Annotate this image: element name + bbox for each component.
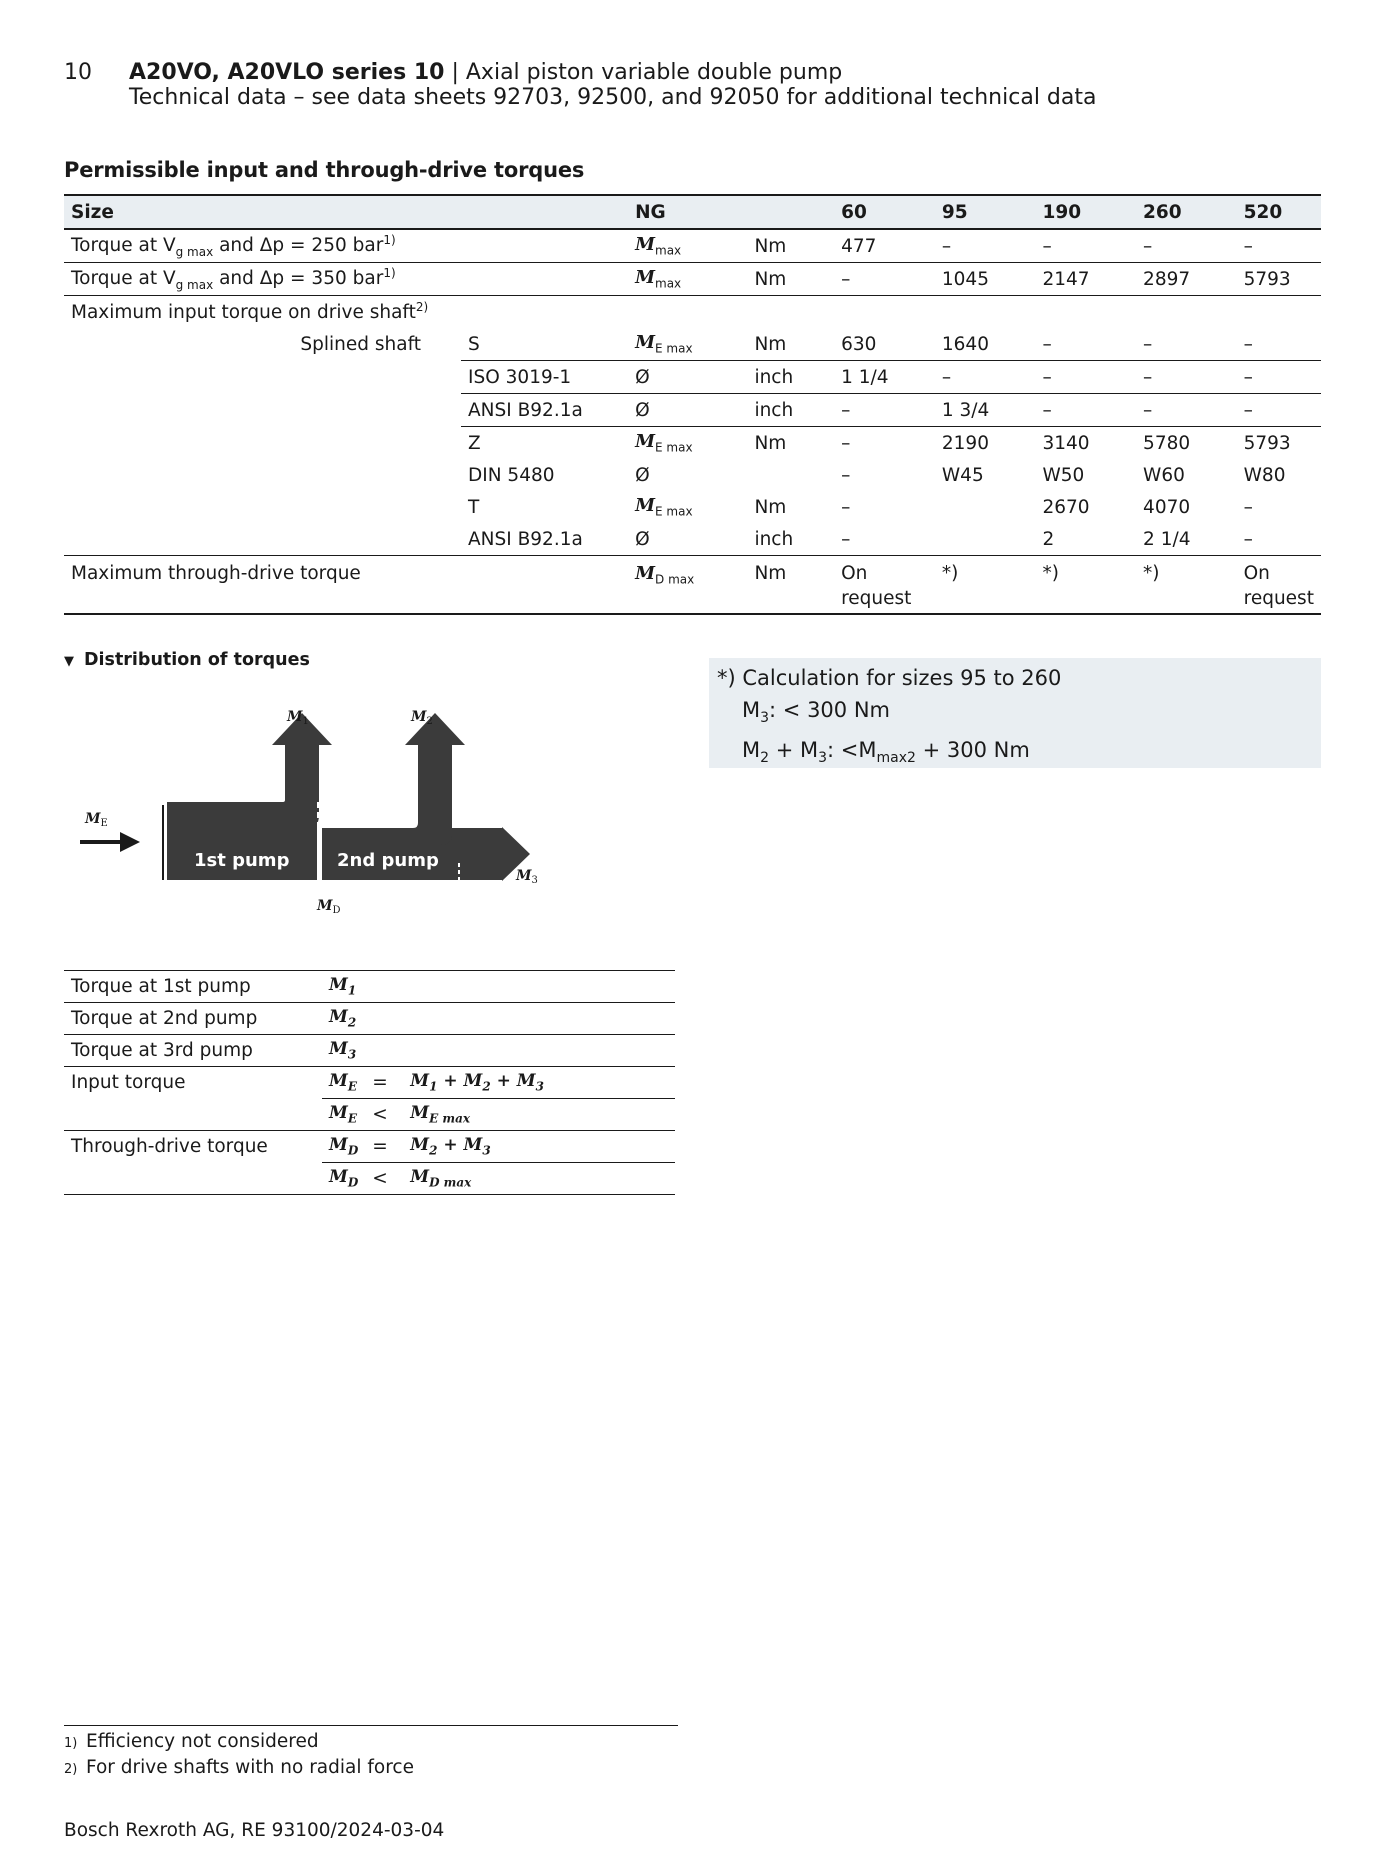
table-cell: – (1035, 328, 1136, 361)
max-input-label: Maximum input torque on drive shaft$^{2)}$ (71, 300, 429, 324)
table-cell: *) (1035, 556, 1136, 615)
formula-operator: < (365, 1163, 403, 1195)
triangle-down-icon: ▼ (64, 654, 74, 669)
table-cell: 5793 (1243, 432, 1291, 454)
table-cell: – (1243, 496, 1253, 518)
m2-label: $M_2$ (411, 709, 433, 727)
table-cell: 5793 (1237, 263, 1321, 296)
row-symbol: Ø (628, 523, 747, 556)
footnote-1: 1) Efficiency not considered (64, 1731, 319, 1752)
table-cell: 477 (834, 229, 935, 263)
me-label: $M_E$ (85, 811, 108, 829)
table-cell: – (834, 523, 935, 556)
splined-shaft-label: Splined shaft (300, 333, 422, 355)
table-header-row (64, 195, 1321, 229)
row-symbol: $M_{E max}$ (628, 328, 747, 361)
formula-row (64, 1163, 675, 1195)
formula-table (64, 970, 675, 1195)
table-cell: – (841, 432, 851, 454)
page-number: 10 (64, 60, 92, 85)
table-cell: – (1035, 394, 1136, 427)
formula-rhs: $M_{E max}$ (403, 1099, 675, 1131)
table-cell: – (834, 263, 935, 296)
table-cell: W60 (1143, 464, 1185, 486)
formula-row (64, 971, 675, 1003)
note-line-2: $M_3$: < 300 Nm (742, 698, 890, 727)
formula-row (64, 1035, 675, 1067)
table-cell: W50 (1042, 464, 1085, 486)
table-cell: 2670 (1042, 496, 1090, 518)
document-title (129, 60, 842, 86)
row-unit: Nm (754, 432, 787, 454)
table-cell: W45 (941, 464, 984, 486)
row-symbol: Ø (628, 361, 747, 394)
table-cell: 630 (834, 328, 935, 361)
footnote-2: 2) For drive shafts with no radial force (64, 1757, 414, 1778)
table-cell: – (1035, 361, 1136, 394)
distribution-toggle[interactable] (64, 650, 310, 670)
formula-row (64, 1099, 675, 1131)
table-cell: – (834, 394, 935, 427)
m3-label: $M_3$ (516, 868, 538, 886)
formula-label: Torque at 2nd pump (64, 1003, 322, 1035)
table-cell: – (1237, 229, 1321, 263)
formula-lhs: $M_D$ (322, 1163, 365, 1195)
formula-lhs: $M_1$ (322, 971, 365, 1003)
table-cell: On request (834, 556, 935, 615)
formula-operator: = (365, 1131, 403, 1163)
row-unit: Nm (747, 556, 834, 615)
row-code: Z (468, 432, 481, 454)
table-row (64, 361, 1321, 394)
row-symbol: $M_{max}$ (628, 263, 747, 296)
distribution-title: Distribution of torques (84, 650, 310, 670)
table-cell: 5780 (1143, 432, 1191, 454)
row-label: Torque at $V_{g max}$ and Δp = 250 bar$^{1)}$ (64, 229, 628, 263)
header-size-190: 190 (1035, 195, 1136, 229)
table-cell: – (841, 496, 851, 518)
table-cell: *) (1136, 556, 1237, 615)
table-cell: On request (1237, 556, 1321, 615)
formula-rhs: $M_{D max}$ (403, 1163, 675, 1195)
formula-lhs: $M_E$ (322, 1067, 365, 1099)
title-rest: | Axial piston variable double pump (444, 60, 843, 85)
table-cell: – (1136, 229, 1237, 263)
table-cell: W80 (1243, 464, 1286, 486)
formula-row (64, 1067, 675, 1099)
row-symbol: Ø (628, 394, 747, 427)
formula-label: Torque at 3rd pump (64, 1035, 322, 1067)
formula-lhs: $M_3$ (322, 1035, 365, 1067)
calculation-note (709, 658, 1321, 768)
pump2-flow (322, 713, 465, 845)
torque-table (64, 194, 1321, 615)
section-title: Permissible input and through-drive torques (64, 158, 585, 182)
row-code: DIN 5480 (468, 464, 555, 486)
table-cell: – (1237, 361, 1321, 394)
row-symbol: $M_{max}$ (628, 229, 747, 263)
row-code: T (468, 496, 480, 518)
torque-distribution-diagram (70, 695, 570, 920)
row-code: ANSI B92.1a (461, 394, 628, 427)
row-code: ISO 3019-1 (461, 361, 628, 394)
formula-rhs: $M_2 + M_3$ (403, 1131, 675, 1163)
row-code: S (461, 328, 628, 361)
table-cell (935, 523, 1036, 556)
formula-label: Through-drive torque (71, 1136, 268, 1158)
table-cell: 2897 (1136, 263, 1237, 296)
table-cell: – (1237, 394, 1321, 427)
row-symbol: $M_{D max}$ (628, 556, 747, 615)
row-unit: Nm (747, 328, 834, 361)
table-cell: 2190 (941, 432, 989, 454)
row-label: Maximum through-drive torque (64, 556, 628, 615)
table-cell: – (1237, 523, 1321, 556)
table-cell: 2147 (1035, 263, 1136, 296)
table-cell: – (935, 229, 1036, 263)
formula-label: Input torque (71, 1072, 186, 1094)
table-cell: 2 1/4 (1136, 523, 1237, 556)
formula-lhs: $M_E$ (322, 1099, 365, 1131)
row-unit: Nm (754, 496, 787, 518)
formula-label: Torque at 1st pump (64, 971, 322, 1003)
table-cell: 2 (1035, 523, 1136, 556)
row-symbol: $M_{E max}$ (635, 495, 693, 519)
table-row (64, 523, 1321, 556)
table-cell: 1640 (935, 328, 1036, 361)
table-cell: *) (935, 556, 1036, 615)
formula-label (64, 1099, 322, 1131)
table-cell (935, 491, 1036, 523)
table-cell: 1 1/4 (834, 361, 935, 394)
row-label: Torque at $V_{g max}$ and Δp = 350 bar$^{1)}$ (64, 263, 628, 296)
table-cell: – (1136, 361, 1237, 394)
footnote-divider (64, 1725, 678, 1726)
formula-lhs: $M_2$ (322, 1003, 365, 1035)
formula-row (64, 1131, 675, 1163)
page-footer: Bosch Rexroth AG, RE 93100/2024-03-04 (64, 1820, 445, 1841)
header-size-60: 60 (834, 195, 935, 229)
document-subtitle: Technical data – see data sheets 92703, 92500, and 92050 for additional technical data (129, 85, 1097, 110)
row-unit: Nm (747, 263, 834, 296)
table-cell: 4070 (1143, 496, 1191, 518)
header-size-95: 95 (935, 195, 1036, 229)
md-label: $M_D$ (317, 898, 341, 916)
row-unit: Nm (747, 229, 834, 263)
header-size: Size (64, 195, 461, 229)
table-cell: 1 3/4 (935, 394, 1036, 427)
m1-label: $M_1$ (287, 709, 309, 727)
pump2-label: 2nd pump (337, 850, 439, 871)
table-cell: – (1237, 328, 1321, 361)
row-symbol: $M_{E max}$ (635, 431, 693, 455)
row-unit: inch (747, 523, 834, 556)
table-row (64, 459, 1321, 491)
formula-label (64, 1163, 322, 1195)
table-row (64, 296, 1321, 329)
formula-lhs: $M_D$ (322, 1131, 365, 1163)
formula-row (64, 1003, 675, 1035)
formula-operator: < (365, 1099, 403, 1131)
table-row (64, 491, 1321, 523)
note-line-1: *) Calculation for sizes 95 to 260 (717, 666, 1062, 690)
table-cell: 3140 (1042, 432, 1090, 454)
row-code: ANSI B92.1a (461, 523, 628, 556)
note-line-3: $M_2 + M_3$: $<M_{max2} + 300$ Nm (742, 738, 1030, 767)
table-cell: – (935, 361, 1036, 394)
row-unit: inch (747, 394, 834, 427)
header-ng: NG (628, 195, 747, 229)
table-cell: 1045 (935, 263, 1036, 296)
formula-rhs: $M_1 + M_2 + M_3$ (403, 1067, 675, 1099)
formula-operator: = (365, 1067, 403, 1099)
table-row (64, 556, 1321, 615)
title-bold: A20VO, A20VLO series 10 (129, 60, 445, 85)
header-size-260: 260 (1136, 195, 1237, 229)
table-cell: – (841, 464, 851, 486)
table-row (64, 394, 1321, 427)
row-symbol: Ø (635, 464, 650, 486)
table-row (64, 427, 1321, 460)
table-cell: – (1136, 394, 1237, 427)
row-unit: inch (747, 361, 834, 394)
header-size-520: 520 (1237, 195, 1321, 229)
table-cell: – (1035, 229, 1136, 263)
table-cell: – (1136, 328, 1237, 361)
input-arrow (80, 832, 140, 852)
table-row (64, 328, 1321, 361)
table-row (64, 263, 1321, 296)
table-row (64, 229, 1321, 263)
pump1-label: 1st pump (194, 850, 290, 871)
row-unit (747, 459, 834, 491)
